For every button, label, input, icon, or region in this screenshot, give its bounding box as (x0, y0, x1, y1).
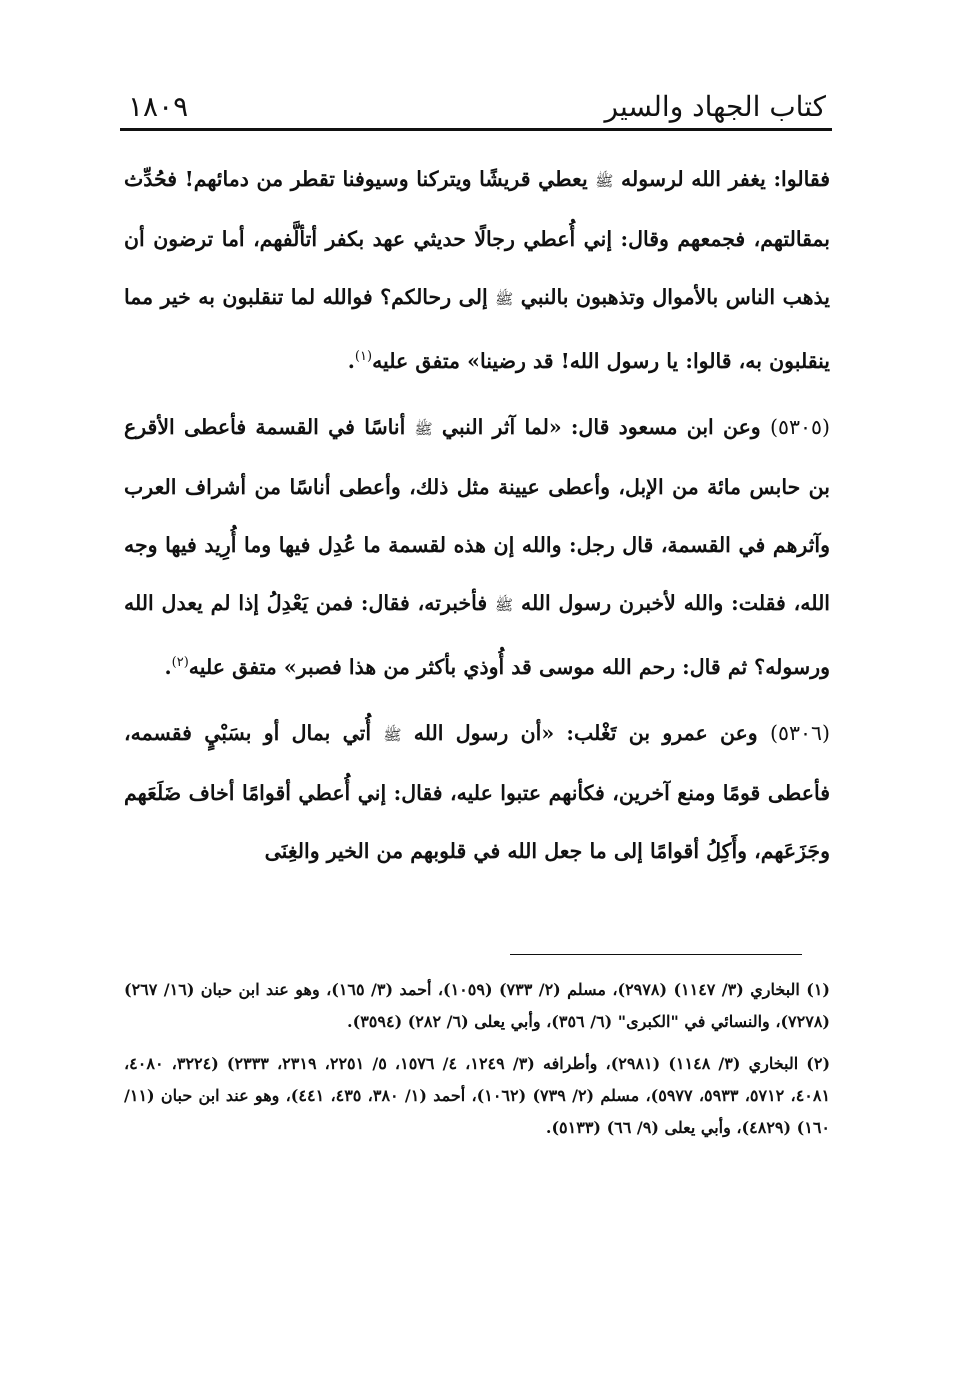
text-segment: وعن ابن مسعود قال: «لما آثر النبي (432, 414, 770, 439)
text-segment: أناسًا في القسمة فأعطى الأقرع بن حابس مائة من الإبل، وأعطى عيينة مثل ذلك، وأعطى أناسًا من أشراف العرب وآثرهم في القسمة، قال رجل: والله إن هذه لقسمة ما عُدِل فيها وما أُرِيد فيها وجه الله، فقلت: والله لأخبرن رسول الله (124, 414, 831, 615)
salutation-glyph: ﷺ (595, 172, 614, 190)
hadith-5305 (124, 398, 830, 696)
text-segment: أُتي بمال أو بسَبْيٍ فقسمه، فأعطى قومًا ومنع آخرين، فكأنهم عتبوا عليه، فقال: إني أُعطي أقوامًا أخاف ضَلَعَهم وجَزَعَهم، وأَكِلُ أقوامًا إلى ما جعل الله في قلوبهم من الخير والغِنَى (124, 720, 830, 863)
footnotes (124, 974, 830, 1154)
salutation-glyph: ﷺ (414, 419, 433, 438)
footnote-1: (١) البخاري (٣/ ١١٤٧) (٢٩٧٨)، مسلم (٢/ ٧٣٣) (١٠٥٩)، أحمد (٣/ ١٦٥)، وهو عند ابن حبان (١٦/ ٢٦٧) (٧٢٧٨)، والنسائي في "الكبرى" (٦/ ٣٥٦)، وأبي يعلى (٦/ ٢٨٢) (٣٥٩٤). (124, 980, 830, 1031)
main-text (124, 150, 830, 880)
text-segment: وعن عمرو بن تَغْلب: «أن رسول الله (401, 720, 770, 745)
footnote-2: (٢) البخاري (٣/ ١١٤٨) (٢٩٨١)، وأطرافه (٣/ ١٢٤٩، ٤/ ١٥٧٦، ٥/ ٢٢٥١، ٢٣١٩، ٢٣٣٣) (٣٢٢٤، ٤٠٨٠، ٤٠٨١، ٥٧١٢، ٥٩٣٣، ٥٩٧٧)، مسلم (٢/ ٧٣٩) (١٠٦٢)، أحمد (١/ ٣٨٠، ٤٣٥، ٤٤١)، وهو عند ابن حبان (١١/ ١٦٠) (٤٨٢٩)، وأبي يعلى (٩/ ٦٦) (٥١٣٣). (124, 1054, 831, 1137)
text-segment: يعطي قريشًا ويتركنا وسيوفنا تقطر من دمائهم! فحُدِّث بمقالتهم، فجمعهم وقال: إني أُعطي رجالًا حديثي عهد بكفر أتألَّفهم، أما ترضون أن يذهب الناس بالأموال وتذهبون بالنبي (124, 167, 830, 309)
footnote-divider (510, 954, 802, 955)
book-title: كتاب الجهاد والسير (604, 90, 826, 123)
salutation-glyph: ﷺ (495, 290, 514, 308)
page-header (120, 86, 832, 130)
hadith-number: (٥٣٠٥) (769, 414, 830, 439)
header-divider (120, 128, 832, 131)
footnote-marker[interactable]: (١) (354, 349, 373, 364)
paragraph-continuation (124, 150, 830, 390)
text-segment: فأخبرته، فقال: فمن يَعْدِلُ إذا لم يعدل الله ورسوله؟ ثم قال: رحم الله موسى قد أُوذي بأكثر من هذا فصبر» متفق عليه (124, 590, 830, 679)
text-segment: فقالوا: يغفر الله لرسوله (613, 167, 831, 191)
salutation-glyph: ﷺ (495, 595, 514, 614)
hadith-5306 (124, 704, 830, 880)
salutation-glyph: ﷺ (383, 725, 402, 744)
hadith-number: (٥٣٠٦) (769, 720, 831, 745)
text-segment: إلى رحالكم؟ فوالله لما تنقلبون به خير مما ينقلبون به، قالوا: يا رسول الله! قد رضينا» متفق عليه (124, 285, 830, 373)
page-number: ١٨٠٩ (128, 90, 189, 123)
footnote-marker[interactable]: (٢) (171, 654, 189, 670)
text-segment: . (164, 654, 172, 679)
text-segment: . (347, 348, 355, 373)
